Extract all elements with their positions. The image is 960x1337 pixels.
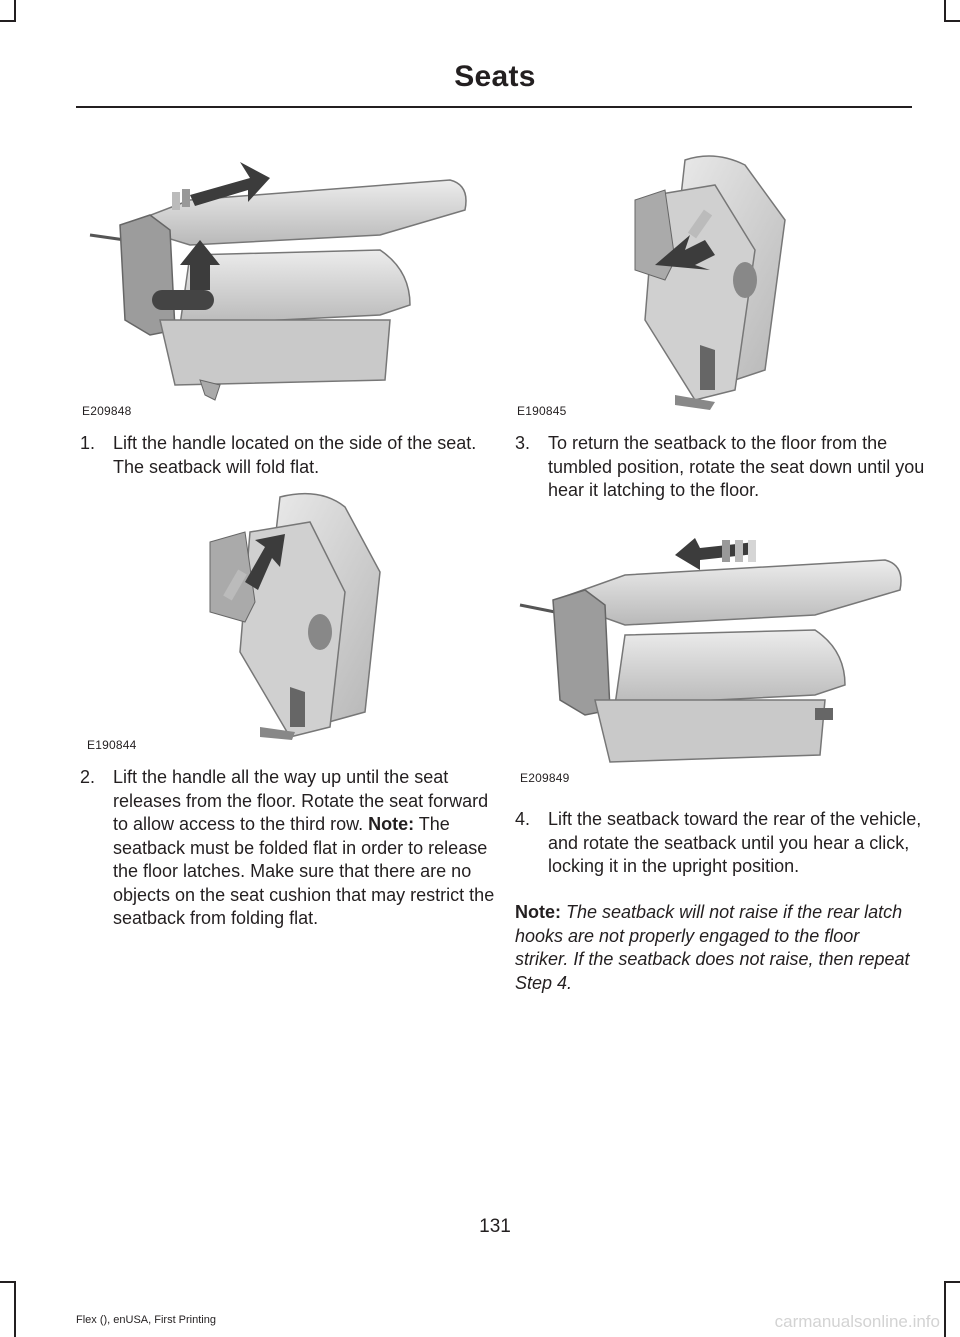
step-number: 4. [515,809,531,829]
page-title: Seats [454,60,536,93]
crop-mark-bottom-left [14,1281,16,1337]
note [515,901,910,995]
crop-mark-top-right [944,0,946,22]
step-2 [80,766,508,931]
step-1 [80,432,508,479]
figure-seatback-fold-flat [80,140,480,420]
step-4 [515,808,943,879]
note-label: Note: [515,902,561,922]
step-text: The seatback must be folded flat in order to release the floor latches. Make sure that there are no objects on the seat cushion that may restrict the seatback from folding flat. [113,814,495,928]
title-divider [76,106,912,108]
figure-seatback-raise [515,530,915,785]
step-text: To return the seatback to the floor from the tumbled position, rotate the seat down until you hear it latching to the floor. [548,433,925,500]
step-number: 3. [515,433,531,453]
crop-mark-top-left [14,0,16,22]
figure-code: E190845 [517,404,567,418]
step-3 [515,432,943,503]
note-label: Note: [368,814,415,834]
seat-illustration [80,140,480,420]
step-text: Lift the handle located on the side of the seat. The seatback will fold flat. [113,433,477,477]
step-number: 1. [80,433,96,453]
note-text: The seatback will not raise if the rear latch hooks are not properly engaged to the floor striker. If the seatback does not raise, then repeat Step 4. [515,902,910,993]
figure-code: E209849 [520,771,570,785]
figure-code: E209848 [82,404,132,418]
page-number: 131 [479,1216,511,1237]
crop-mark-bottom-right [944,1281,960,1283]
crop-mark-top-left [0,20,16,22]
crop-mark-bottom-left [0,1281,16,1283]
figure-seat-rotate-down [515,140,835,420]
seat-illustration [515,530,915,785]
crop-mark-bottom-right [944,1281,946,1337]
edition-footer: Flex (), enUSA, First Printing [76,1314,216,1326]
crop-mark-top-right [944,20,960,22]
step-text: Lift the seatback toward the rear of the vehicle, and rotate the seatback until you hear a click, locking it in the upright position. [548,809,922,876]
step-text: Lift the handle all the way up until the seat releases from the floor. Rotate the seat forward to allow access to the third row. [113,767,489,834]
figure-seat-tumble-forward [80,482,480,754]
watermark: carmanualsonline.info [774,1312,940,1331]
seat-illustration [80,482,480,754]
seat-illustration [515,140,835,420]
step-number: 2. [80,767,96,787]
figure-code: E190844 [87,738,137,752]
